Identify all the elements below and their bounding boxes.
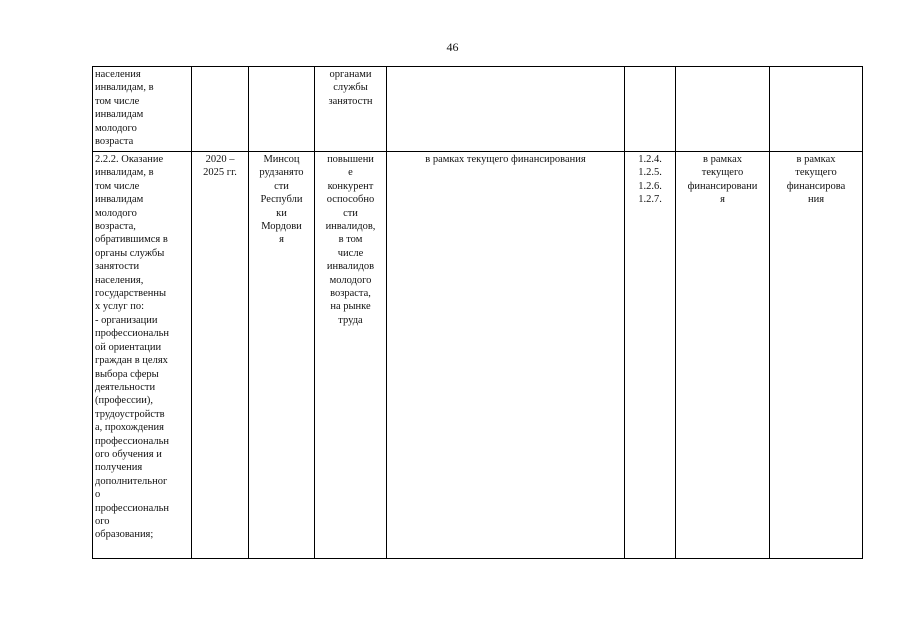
- col7-text: в рамках текущего финансировани я: [687, 154, 758, 206]
- period-cell: [192, 67, 249, 152]
- col7-cell: [676, 152, 770, 559]
- measure-cell: [93, 67, 192, 152]
- indicators-cell: [625, 152, 676, 559]
- indicators-text: 1.2.4. 1.2.5. 1.2.6. 1.2.7.: [638, 154, 662, 206]
- financing-text: в рамках текущего финансирования: [425, 154, 586, 165]
- executor-cell: [249, 152, 315, 559]
- result-text: повышени е конкурент оспособно сти инвалидов, в том числе инвалидов молодого возраста, на рынке труда: [325, 154, 376, 326]
- col8-cell: [770, 152, 863, 559]
- page-number: 46: [446, 40, 459, 54]
- executor-text: Минсоц рудзанято сти Республи ки Мордови я: [259, 154, 304, 246]
- measure-cell: [93, 152, 192, 559]
- period-text: 2020 – 2025 гг.: [203, 154, 237, 179]
- financing-cell: [387, 67, 625, 152]
- period-cell: [192, 152, 249, 559]
- table-row: [93, 67, 863, 152]
- col8-cell: [770, 67, 863, 152]
- table-row: [93, 152, 863, 559]
- executor-cell: [249, 67, 315, 152]
- indicators-cell: [625, 67, 676, 152]
- result-text: органами службы занятостн: [328, 69, 373, 107]
- result-cell: [315, 152, 387, 559]
- result-cell: [315, 67, 387, 152]
- measure-text: 2.2.2. Оказание инвалидам, в том числе инвалидам молодого возраста, обратившимся в органы службы занятости населения, государственны х услуг по: - организации профессиональн ой ориентации граждан в целях выбора сферы деятельности (профессии), трудоустройств а, прохождения профессиональн ого обучения и получения дополнительног о профессиональн ого образования;: [95, 154, 170, 541]
- col8-text: в рамках текущего финансирова ния: [786, 154, 846, 206]
- measure-text: населения инвалидам, в том числе инвалидам молодого возраста: [95, 69, 154, 148]
- program-measures-table: [92, 66, 863, 559]
- col7-cell: [676, 67, 770, 152]
- financing-cell: [387, 152, 625, 559]
